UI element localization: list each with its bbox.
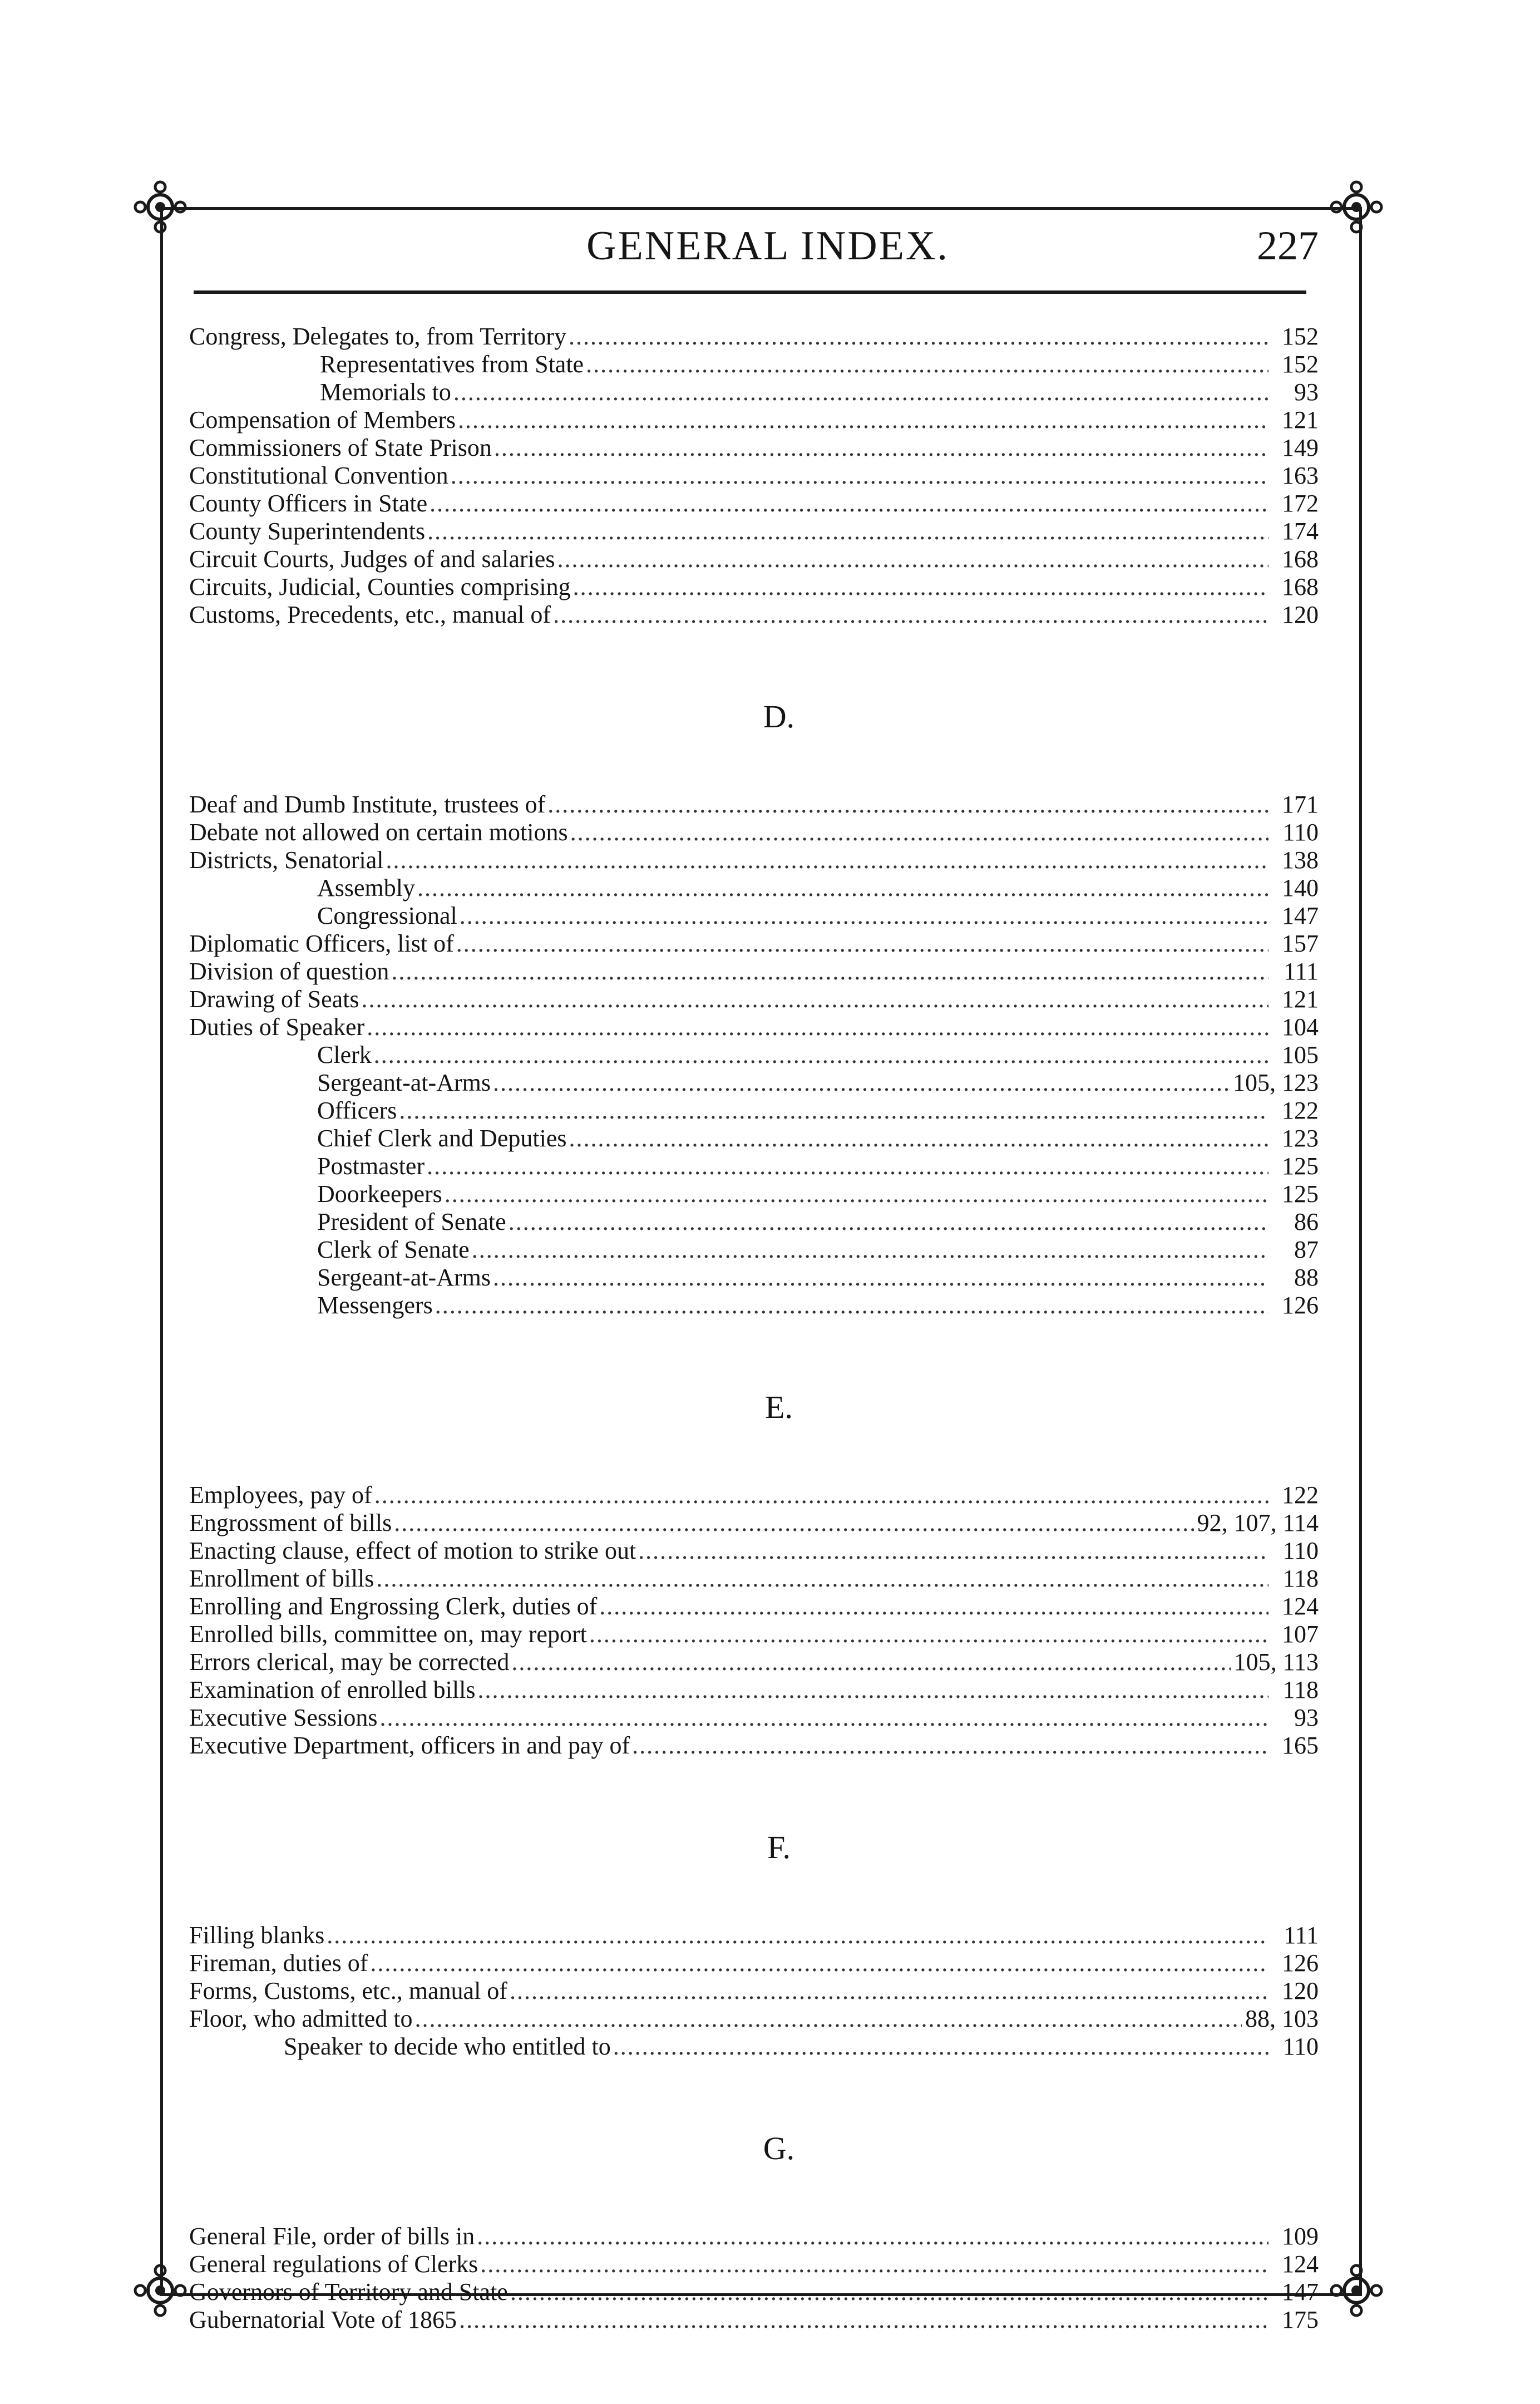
dot-leader — [456, 406, 1268, 434]
dot-leader — [457, 902, 1268, 930]
entry-text: Congressional — [317, 902, 457, 929]
entry-text: General regulations of Clerks — [189, 2250, 478, 2278]
entry-text: Officers — [317, 1097, 397, 1124]
index-entry — [189, 902, 1319, 930]
entry-pages: 86 — [1294, 1208, 1319, 1235]
dot-leader — [551, 601, 1268, 629]
entry-pages: 126 — [1282, 1292, 1319, 1319]
entry-pages: 105 — [1282, 1041, 1319, 1068]
entry-pages: 124 — [1282, 2250, 1319, 2278]
dot-leader — [413, 2005, 1242, 2033]
index-section-e — [189, 1386, 1319, 1760]
index-entry — [189, 2250, 1319, 2278]
index-section-d — [189, 696, 1319, 1319]
entry-pages: 138 — [1282, 846, 1319, 874]
entry-pages: 105, 113 — [1233, 1648, 1319, 1676]
index-entry — [189, 846, 1319, 874]
index-entry — [189, 378, 1319, 406]
index-entry — [189, 1620, 1319, 1648]
entry-text: Governors of Territory and State — [189, 2278, 508, 2306]
entry-pages: 125 — [1282, 1180, 1319, 1208]
entry-pages: 152 — [1282, 351, 1319, 378]
entry-text: Gubernatorial Vote of 1865 — [189, 2306, 457, 2333]
dot-leader — [372, 1041, 1268, 1069]
dot-leader — [492, 434, 1268, 462]
index-entry — [189, 819, 1319, 846]
dot-leader — [425, 518, 1268, 545]
entry-pages: 118 — [1282, 1676, 1319, 1703]
index-entry — [189, 1509, 1319, 1537]
section-letter-heading: D. — [763, 698, 795, 735]
entry-pages: 111 — [1284, 958, 1319, 985]
index-entry — [189, 1013, 1319, 1041]
entry-text: Congress, Delegates to, from Territory — [189, 323, 566, 350]
entry-pages: 157 — [1282, 930, 1319, 957]
index-entry — [189, 986, 1319, 1013]
entry-pages: 93 — [1294, 378, 1319, 406]
entry-text: Memorials to — [320, 378, 451, 406]
entry-text: Postmaster — [317, 1152, 425, 1180]
entry-text: Floor, who admitted to — [189, 2005, 413, 2032]
index-entry — [189, 490, 1319, 518]
index-entry — [189, 434, 1319, 462]
entry-pages: 122 — [1282, 1481, 1319, 1509]
dot-leader — [507, 1977, 1268, 2005]
index-entry — [189, 573, 1319, 601]
entry-pages: 110 — [1282, 2033, 1319, 2060]
entry-pages: 121 — [1282, 406, 1319, 433]
dot-leader — [508, 2278, 1268, 2306]
entry-pages: 120 — [1282, 601, 1319, 628]
entry-pages: 87 — [1294, 1236, 1319, 1263]
index-entry — [189, 1152, 1319, 1180]
dot-leader — [470, 1236, 1268, 1264]
index-entry — [189, 930, 1319, 958]
entry-pages: 123 — [1282, 1125, 1319, 1152]
index-entry — [189, 1537, 1319, 1565]
index-entry — [189, 1236, 1319, 1264]
index-entry — [189, 2033, 1319, 2061]
entry-text: General File, order of bills in — [189, 2223, 475, 2250]
index-entry — [189, 2223, 1319, 2250]
index-entry — [189, 1180, 1319, 1208]
entry-text: Enrolling and Engrossing Clerk, duties of — [189, 1593, 598, 1620]
entry-pages: 171 — [1282, 791, 1319, 818]
index-entry — [189, 1593, 1319, 1620]
header-divider — [194, 290, 1306, 294]
entry-text: Customs, Precedents, etc., manual of — [189, 601, 551, 628]
index-entry — [189, 1949, 1319, 1977]
dot-leader — [491, 1264, 1268, 1292]
entry-pages: 163 — [1282, 462, 1319, 489]
dot-leader — [442, 1180, 1268, 1208]
page-title: GENERAL INDEX. — [586, 223, 949, 269]
entry-text: Examination of enrolled bills — [189, 1676, 476, 1703]
entry-text: Speaker to decide who entitled to — [284, 2033, 611, 2060]
entry-text: Deaf and Dumb Institute, trustees of — [189, 791, 546, 818]
dot-leader — [630, 1732, 1268, 1760]
index-entry — [189, 1704, 1319, 1732]
entry-text: Errors clerical, may be corrected — [189, 1648, 510, 1676]
entry-pages: 152 — [1282, 323, 1319, 350]
corner-ornament-icon — [1329, 2263, 1384, 2318]
entry-pages: 149 — [1282, 434, 1319, 461]
entry-text: Division of question — [189, 958, 389, 985]
index-entry — [189, 2278, 1319, 2306]
dot-leader — [475, 2223, 1268, 2250]
section-letter-heading: E. — [765, 1389, 793, 1425]
entry-pages: 174 — [1282, 518, 1319, 545]
index-entry — [189, 1565, 1319, 1593]
dot-leader — [475, 1676, 1268, 1704]
dot-leader — [425, 1152, 1268, 1180]
section-letter-heading: F. — [767, 1829, 791, 1865]
index-entry — [189, 1208, 1319, 1236]
entry-pages: 147 — [1282, 2278, 1319, 2306]
entry-text: Enacting clause, effect of motion to strike out — [189, 1537, 636, 1564]
corner-ornament-icon — [132, 2263, 188, 2318]
dot-leader — [451, 378, 1268, 406]
dot-leader — [359, 986, 1269, 1013]
entry-text: Doorkeepers — [317, 1180, 442, 1208]
index-section-g — [189, 2127, 1319, 2334]
entry-pages: 165 — [1282, 1732, 1319, 1759]
entry-pages: 104 — [1282, 1013, 1319, 1041]
entry-text: Enrolled bills, committee on, may report — [189, 1620, 587, 1648]
entry-text: Employees, pay of — [189, 1481, 372, 1509]
index-entry — [189, 351, 1319, 378]
index-entry — [189, 1922, 1319, 1949]
entry-text: Executive Department, officers in and pay of — [189, 1732, 630, 1759]
index-section-f — [189, 1826, 1319, 2061]
entry-text: Chief Clerk and Deputies — [317, 1125, 567, 1152]
index-content — [189, 323, 1319, 2334]
entry-pages: 140 — [1282, 874, 1319, 902]
entry-text: Filling blanks — [189, 1922, 325, 1949]
dot-leader — [587, 1620, 1268, 1648]
dot-leader — [571, 573, 1268, 601]
entry-text: Sergeant-at-Arms — [317, 1264, 491, 1291]
index-entry — [189, 406, 1319, 434]
dot-leader — [509, 1648, 1230, 1676]
entry-text: Drawing of Seats — [189, 986, 359, 1013]
dot-leader — [448, 462, 1268, 490]
dot-leader — [478, 2250, 1268, 2278]
dot-leader — [384, 846, 1269, 874]
index-entry — [189, 1481, 1319, 1509]
entry-text: County Superintendents — [189, 518, 426, 545]
entry-pages: 88, 103 — [1245, 2005, 1319, 2032]
dot-leader — [378, 1704, 1268, 1732]
entry-pages: 168 — [1282, 545, 1319, 573]
dot-leader — [372, 1481, 1268, 1509]
entry-pages: 126 — [1282, 1949, 1319, 1977]
entry-text: Compensation of Members — [189, 406, 456, 433]
dot-leader — [368, 1949, 1268, 1977]
dot-leader — [566, 1125, 1268, 1152]
dot-leader — [374, 1565, 1268, 1593]
entry-pages: 118 — [1282, 1565, 1319, 1592]
index-entry — [189, 1097, 1319, 1125]
dot-leader — [457, 2306, 1268, 2334]
dot-leader — [427, 490, 1268, 518]
index-entry — [189, 323, 1319, 351]
index-entry — [189, 958, 1319, 986]
entry-text: Engrossment of bills — [189, 1509, 392, 1536]
dot-leader — [545, 791, 1268, 819]
entry-text: Forms, Customs, etc., manual of — [189, 1977, 507, 2004]
dot-leader — [389, 958, 1268, 986]
dot-leader — [506, 1208, 1268, 1236]
entry-text: Assembly — [317, 874, 415, 902]
entry-pages: 92, 107, 114 — [1197, 1509, 1319, 1536]
dot-leader — [324, 1922, 1268, 1949]
index-entry — [189, 791, 1319, 819]
entry-text: President of Senate — [317, 1208, 506, 1235]
index-entry — [189, 1069, 1319, 1097]
index-entry — [189, 1977, 1319, 2005]
dot-leader — [611, 2033, 1268, 2061]
entry-text: County Officers in State — [189, 490, 428, 517]
index-entry — [189, 545, 1319, 573]
dot-leader — [433, 1292, 1268, 1319]
entry-pages: 107 — [1282, 1620, 1319, 1648]
dot-leader — [397, 1097, 1268, 1125]
entry-pages: 124 — [1282, 1593, 1319, 1620]
index-entry — [189, 1676, 1319, 1704]
dot-leader — [597, 1593, 1268, 1620]
entry-pages: 93 — [1294, 1704, 1319, 1731]
dot-leader — [454, 930, 1268, 958]
dot-leader — [636, 1537, 1268, 1565]
entry-pages: 105, 123 — [1233, 1069, 1319, 1096]
index-entry — [189, 1292, 1319, 1319]
dot-leader — [584, 351, 1268, 378]
entry-text: Executive Sessions — [189, 1704, 378, 1731]
entry-text: Districts, Senatorial — [189, 846, 384, 874]
index-entry — [189, 1648, 1319, 1676]
dot-leader — [364, 1013, 1268, 1041]
entry-pages: 88 — [1294, 1264, 1319, 1291]
entry-text: Sergeant-at-Arms — [317, 1069, 491, 1096]
entry-text: Circuits, Judicial, Counties comprising — [189, 573, 571, 600]
dot-leader — [491, 1069, 1230, 1097]
index-entry — [189, 518, 1319, 545]
entry-pages: 175 — [1282, 2306, 1319, 2333]
entry-pages: 111 — [1284, 1922, 1319, 1949]
index-entry — [189, 601, 1319, 629]
entry-text: Fireman, duties of — [189, 1949, 368, 1977]
entry-pages: 109 — [1282, 2223, 1319, 2250]
corner-ornament-icon — [1329, 179, 1384, 235]
index-section-c — [189, 323, 1319, 629]
entry-pages: 125 — [1282, 1152, 1319, 1180]
entry-text: Diplomatic Officers, list of — [189, 930, 454, 957]
entry-text: Debate not allowed on certain motions — [189, 819, 568, 846]
index-entry — [189, 2005, 1319, 2033]
entry-text: Enrollment of bills — [189, 1565, 374, 1592]
dot-leader — [568, 819, 1268, 846]
entry-pages: 110 — [1282, 819, 1319, 846]
index-entry — [189, 1125, 1319, 1152]
entry-text: Clerk of Senate — [317, 1236, 470, 1263]
index-entry — [189, 874, 1319, 902]
entry-pages: 110 — [1282, 1537, 1319, 1564]
entry-text: Constitutional Convention — [189, 462, 448, 489]
entry-pages: 122 — [1282, 1097, 1319, 1124]
entry-text: Circuit Courts, Judges of and salaries — [189, 545, 555, 573]
entry-text: Representatives from State — [320, 351, 584, 378]
index-entry — [189, 2306, 1319, 2334]
corner-ornament-icon — [132, 179, 188, 235]
dot-leader — [555, 545, 1268, 573]
index-entry — [189, 1264, 1319, 1292]
dot-leader — [392, 1509, 1193, 1537]
entry-pages: 121 — [1282, 986, 1319, 1013]
dot-leader — [415, 874, 1268, 902]
entry-pages: 147 — [1282, 902, 1319, 929]
entry-pages: 120 — [1282, 1977, 1319, 2004]
entry-text: Messengers — [317, 1292, 433, 1319]
section-letter-heading: G. — [763, 2130, 795, 2166]
page-number: 227 — [1257, 223, 1319, 269]
index-entry — [189, 1732, 1319, 1760]
entry-pages: 172 — [1282, 490, 1319, 517]
entry-text: Clerk — [317, 1041, 372, 1068]
entry-text: Commissioners of State Prison — [189, 434, 492, 461]
index-entry — [189, 1041, 1319, 1069]
dot-leader — [566, 323, 1268, 351]
entry-text: Duties of Speaker — [189, 1013, 365, 1041]
entry-pages: 168 — [1282, 573, 1319, 600]
index-entry — [189, 462, 1319, 490]
